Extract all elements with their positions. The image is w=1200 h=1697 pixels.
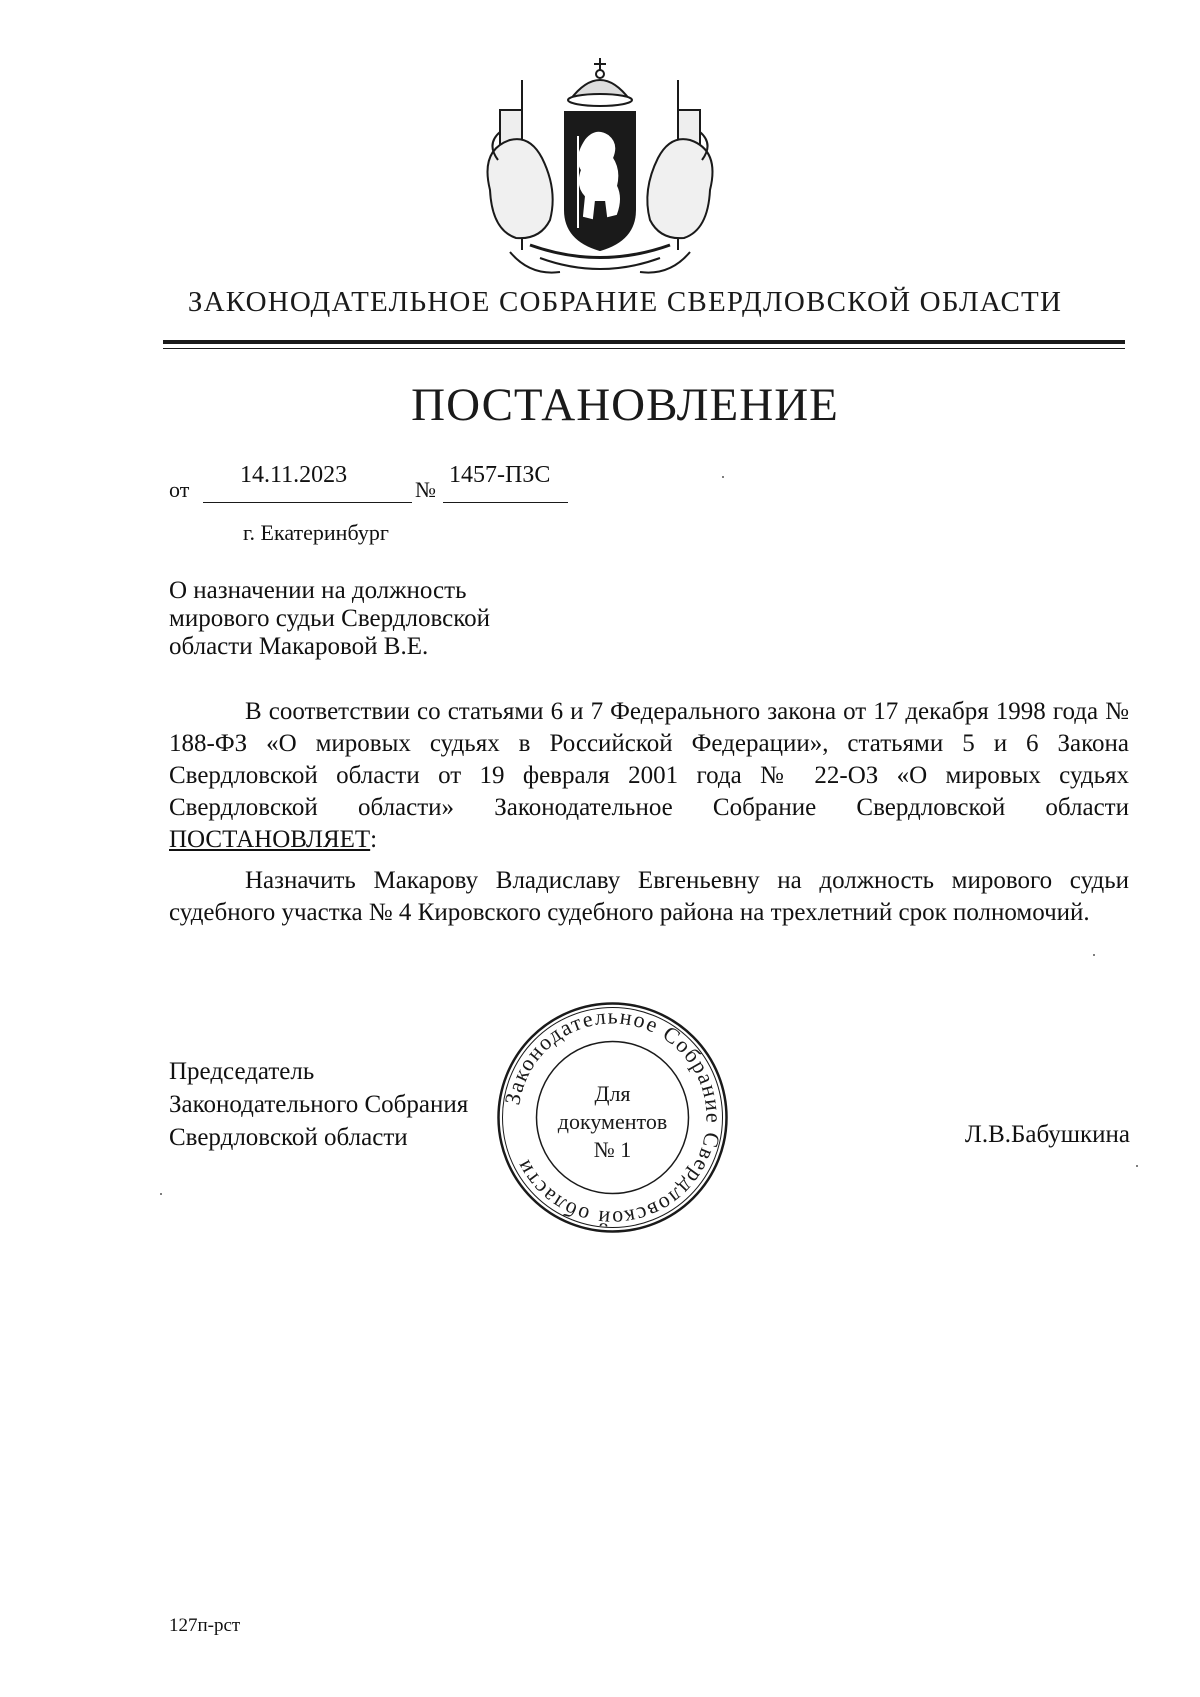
- seal-center-line-1: Для: [594, 1081, 631, 1106]
- number-underline: [443, 502, 568, 503]
- city-name: г. Екатеринбург: [243, 520, 389, 545]
- scan-speck: [1136, 1165, 1138, 1167]
- date-underline: [203, 502, 412, 503]
- header-rule-thick: [163, 340, 1125, 344]
- header-rule-thin: [163, 348, 1125, 349]
- seal-center-line-2: документов: [557, 1109, 668, 1134]
- document-body: [169, 696, 1129, 938]
- date-label: от: [169, 477, 190, 502]
- signatory-position-line: Свердловской области: [169, 1124, 408, 1151]
- signatory-position-line: Законодательного Собрания: [169, 1091, 469, 1118]
- document-subject: [169, 577, 689, 661]
- subject-line: мирового судьи Свердловской: [169, 605, 490, 632]
- footer-code: 127п-рст: [169, 1615, 241, 1636]
- body-paragraph-2: Назначить Макарову Владиславу Евгеньевну на должность мирового судьи судебного участка № 4 Кировского судебного района на трехлетний срок полномочий.: [169, 867, 1129, 926]
- body-paragraph-1: [169, 696, 1129, 856]
- decree-word: ПОСТАНОВЛЯЕТ: [169, 826, 371, 853]
- coat-of-arms-icon: [470, 40, 730, 290]
- seal-center-line-3: № 1: [593, 1137, 632, 1162]
- scan-speck: [160, 1193, 162, 1195]
- signatory-name: Л.В.Бабушкина: [964, 1121, 1130, 1148]
- number-label: №: [415, 477, 436, 502]
- round-seal-icon: [490, 995, 735, 1240]
- organization-name: ЗАКОНОДАТЕЛЬНОЕ СОБРАНИЕ СВЕРДЛОВСКОЙ ОБЛАСТИ: [187, 286, 1063, 318]
- document-type-title: ПОСТАНОВЛЕНИЕ: [411, 379, 839, 431]
- scan-speck: [1093, 954, 1095, 956]
- scan-speck: [722, 476, 724, 478]
- subject-line: О назначении на должность: [169, 577, 467, 604]
- seal-ring-text: Законодательное Собрание Свердловской области: [499, 1003, 727, 1232]
- document-number: 1457-ПЗС: [449, 462, 551, 488]
- body-paragraph-1-end: :: [370, 826, 378, 853]
- subject-line: области Макаровой В.Е.: [169, 633, 429, 660]
- document-date: 14.11.2023: [240, 462, 348, 488]
- signatory-position-line: Председатель: [169, 1058, 315, 1085]
- body-paragraph-1-text: В соответствии со статьями 6 и 7 Федерального закона от 17 декабря 1998 года № 188-ФЗ «О мировых судьях в Российской Федерации», статьями 5 и 6 Закона Свердловской области от 19 февраля 2001 года № 22-ОЗ «О мировых судьях Свердловской области» Законодательное Собрание Свердловской области: [169, 698, 1129, 821]
